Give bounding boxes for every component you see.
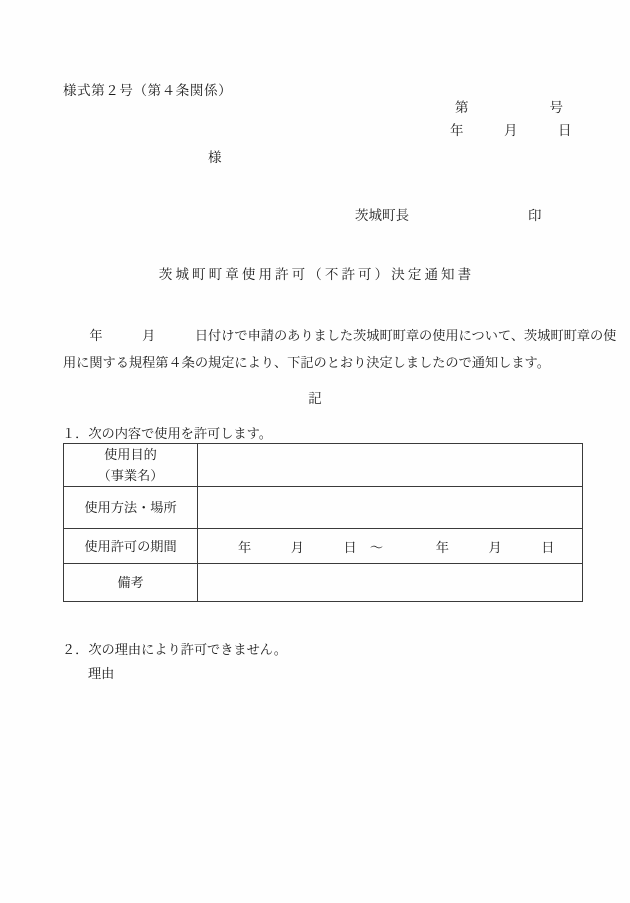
table-cell-value-remarks[interactable] [198,564,583,602]
label-line-1: 使用目的 [104,447,157,462]
section-2-heading: ２．次の理由により許可できません。 [62,642,287,657]
body-paragraph [63,322,617,376]
seal-mark: 印 [528,208,542,223]
table-row [64,487,583,529]
document-title: 茨城町町章使用許可（不許可）決定通知書 [158,267,475,282]
permission-details-table [63,443,583,602]
table-cell-value-period[interactable]: 年 月 日 ～ 年 月 日 [198,529,583,564]
addressee-honorific: 様 [208,150,222,165]
label-line-2: （事業名） [97,468,164,483]
table-row [64,444,583,487]
document-number-field: 第 号 [455,100,563,115]
table-cell-value-purpose[interactable] [198,444,583,487]
table-row-label-method-place: 使用方法・場所 [64,487,198,529]
table-cell-value-method-place[interactable] [198,487,583,529]
body-line-2: 用に関する規程第４条の規定により、下記のとおり決定しましたので通知します。 [63,355,550,370]
form-number: 様式第２号（第４条関係） [63,83,233,98]
table-row-label-purpose [64,444,198,487]
section-1-heading: １．次の内容で使用を許可します。 [62,426,272,441]
table-row [64,529,583,564]
table-row [64,564,583,602]
document-date-field: 年 月 日 [450,123,572,138]
body-line-1: 年 月 日付けで申請のありました茨城町町章の使用について、茨城町町章の使 [63,328,617,343]
issuer-name: 茨城町長 [355,208,409,223]
table-row-label-remarks: 備考 [64,564,198,602]
ki-marker: 記 [308,391,322,406]
reason-label: 理由 [88,666,115,681]
table-row-label-period: 使用許可の期間 [64,529,198,564]
